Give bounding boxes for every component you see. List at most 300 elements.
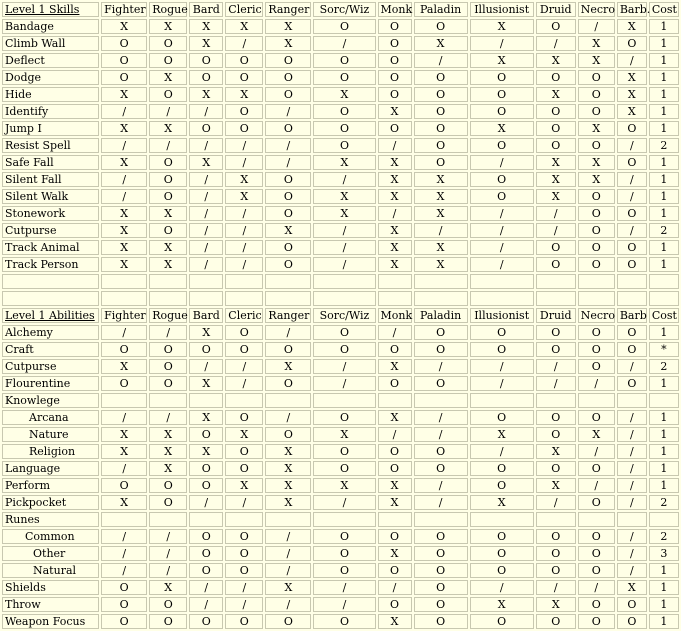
table-cell [225, 512, 263, 527]
table-cell: O [313, 138, 375, 153]
table-cell: 2 [649, 223, 679, 238]
table-cell: X [149, 257, 187, 272]
table-cell: O [578, 104, 615, 119]
empty-cell [313, 291, 375, 306]
table-cell: O [414, 376, 468, 391]
table-cell: / [313, 580, 375, 595]
table-cell: X [265, 580, 311, 595]
table-row [2, 36, 679, 51]
table-cell: X [617, 580, 647, 595]
table-cell: X [536, 155, 576, 170]
table-row [2, 87, 679, 102]
table-cell: O [470, 546, 534, 561]
table-row [2, 155, 679, 170]
table-cell: O [225, 53, 263, 68]
table-cell: / [470, 444, 534, 459]
table-cell: O [414, 121, 468, 136]
table-cell [378, 393, 412, 408]
table-cell: X [617, 104, 647, 119]
table-cell: X [378, 257, 412, 272]
table-cell: / [414, 53, 468, 68]
table-cell: O [578, 70, 615, 85]
table-cell: / [225, 580, 263, 595]
table-cell: O [536, 121, 576, 136]
table-cell: O [414, 580, 468, 595]
table-row [2, 580, 679, 595]
table-cell: O [578, 206, 615, 221]
table-row [2, 342, 679, 357]
table-cell: O [414, 87, 468, 102]
table-cell: O [189, 529, 223, 544]
column-header: Bard [189, 2, 223, 17]
table-cell [189, 512, 223, 527]
table-cell: O [578, 597, 615, 612]
table-cell [536, 393, 576, 408]
table-cell: O [414, 546, 468, 561]
table-cell: / [617, 53, 647, 68]
column-header: Paladin [414, 308, 468, 323]
table-cell: O [101, 70, 147, 85]
table-cell: X [536, 87, 576, 102]
empty-cell [536, 291, 576, 306]
table-cell: O [578, 257, 615, 272]
table-cell: 2 [649, 359, 679, 374]
table-cell: 2 [649, 529, 679, 544]
table-cell: O [617, 614, 647, 629]
table-cell: O [189, 427, 223, 442]
table-cell: O [578, 325, 615, 340]
table-cell: O [149, 172, 187, 187]
row-label: Cutpurse [2, 359, 99, 374]
table-cell: / [617, 427, 647, 442]
table-cell [649, 512, 679, 527]
table-cell: O [149, 478, 187, 493]
table-cell: X [378, 359, 412, 374]
table-cell: X [265, 444, 311, 459]
table-cell: X [414, 240, 468, 255]
table-cell: O [189, 478, 223, 493]
table-cell: 1 [649, 410, 679, 425]
row-label: Safe Fall [2, 155, 99, 170]
table-cell: X [189, 19, 223, 34]
column-header: Monk [378, 2, 412, 17]
table-cell: O [414, 325, 468, 340]
table-cell: / [617, 359, 647, 374]
table-cell: O [470, 104, 534, 119]
table-cell [149, 512, 187, 527]
table-cell: / [378, 325, 412, 340]
empty-cell [265, 291, 311, 306]
column-header: Cleric [225, 2, 263, 17]
column-header: Barb [617, 308, 647, 323]
table-cell: / [189, 257, 223, 272]
table-cell: / [189, 359, 223, 374]
table-cell: O [536, 614, 576, 629]
row-label: Flourentine [2, 376, 99, 391]
table-cell: O [536, 529, 576, 544]
table-row [2, 512, 679, 527]
table-cell: / [225, 223, 263, 238]
table-cell: 1 [649, 36, 679, 51]
table-cell: / [101, 410, 147, 425]
table-cell: / [617, 529, 647, 544]
table-cell: / [470, 155, 534, 170]
section-title: Level 1 Abilities [2, 308, 99, 323]
table-cell: O [414, 155, 468, 170]
table-cell: O [578, 546, 615, 561]
table-cell: / [617, 410, 647, 425]
table-cell: O [313, 342, 375, 357]
table-cell: 1 [649, 614, 679, 629]
table-cell: O [536, 563, 576, 578]
table-row [2, 172, 679, 187]
table-cell: X [578, 36, 615, 51]
table-cell: O [149, 342, 187, 357]
table-cell: O [225, 614, 263, 629]
table-cell: X [149, 427, 187, 442]
table-cell: O [414, 342, 468, 357]
table-cell: O [149, 36, 187, 51]
table-cell: / [101, 563, 147, 578]
row-label: Track Animal [2, 240, 99, 255]
table-cell: / [149, 104, 187, 119]
table-cell: / [225, 359, 263, 374]
table-cell: O [149, 495, 187, 510]
table-cell: / [189, 223, 223, 238]
table-cell: / [578, 376, 615, 391]
empty-cell [470, 291, 534, 306]
row-label: Climb Wall [2, 36, 99, 51]
table-cell: / [189, 138, 223, 153]
table-cell: X [313, 87, 375, 102]
table-cell: X [414, 206, 468, 221]
table-cell: X [470, 597, 534, 612]
table-cell: / [414, 495, 468, 510]
table-cell: O [189, 342, 223, 357]
column-header: Druid [536, 2, 576, 17]
spacer-row [2, 291, 679, 306]
table-cell: O [536, 19, 576, 34]
column-header: Barb. [617, 2, 647, 17]
table-cell: X [101, 19, 147, 34]
table-cell: O [414, 529, 468, 544]
table-cell: O [617, 376, 647, 391]
table-cell: 1 [649, 257, 679, 272]
table-cell: X [189, 410, 223, 425]
row-label: Language [2, 461, 99, 476]
table-row [2, 478, 679, 493]
row-label: Silent Walk [2, 189, 99, 204]
table-cell: X [265, 461, 311, 476]
table-cell [649, 393, 679, 408]
table-cell: O [313, 121, 375, 136]
table-cell: O [265, 376, 311, 391]
table-cell: / [265, 563, 311, 578]
table-cell: / [617, 546, 647, 561]
table-cell: / [101, 138, 147, 153]
table-cell: X [149, 240, 187, 255]
table-cell: O [470, 410, 534, 425]
table-cell: O [101, 478, 147, 493]
row-label: Arcana [2, 410, 99, 425]
table-cell: / [225, 155, 263, 170]
table-cell: O [470, 87, 534, 102]
table-cell: O [149, 223, 187, 238]
table-cell: 1 [649, 461, 679, 476]
empty-cell [225, 274, 263, 289]
table-cell: O [378, 342, 412, 357]
table-cell: O [313, 614, 375, 629]
table-cell: O [149, 189, 187, 204]
table-cell: X [378, 172, 412, 187]
table-row [2, 359, 679, 374]
table-cell [617, 393, 647, 408]
column-header: Fighter [101, 308, 147, 323]
table-cell: X [414, 36, 468, 51]
row-label: Hide [2, 87, 99, 102]
table-cell: X [378, 240, 412, 255]
table-cell: / [470, 223, 534, 238]
table-cell: X [536, 189, 576, 204]
table-cell: / [265, 546, 311, 561]
table-cell: / [101, 104, 147, 119]
table-cell: 2 [649, 495, 679, 510]
table-cell: O [149, 614, 187, 629]
table-cell [225, 393, 263, 408]
table-cell: X [313, 206, 375, 221]
table-cell: / [101, 529, 147, 544]
table-cell: O [578, 359, 615, 374]
table-cell: X [313, 155, 375, 170]
table-cell: / [225, 257, 263, 272]
column-header: Illusionist [470, 308, 534, 323]
row-label: Bandage [2, 19, 99, 34]
table-cell: O [470, 342, 534, 357]
empty-cell [265, 274, 311, 289]
table-cell: / [378, 138, 412, 153]
table-cell: O [578, 529, 615, 544]
column-header: Fighter [101, 2, 147, 17]
table-cell: O [225, 461, 263, 476]
table-cell: 1 [649, 427, 679, 442]
table-cell: O [149, 359, 187, 374]
row-label: Silent Fall [2, 172, 99, 187]
column-header: Necro [578, 2, 615, 17]
table-cell [265, 393, 311, 408]
table-cell: X [470, 495, 534, 510]
empty-cell [189, 291, 223, 306]
row-label: Pickpocket [2, 495, 99, 510]
table-cell: X [189, 155, 223, 170]
table-cell [617, 512, 647, 527]
table-cell: 1 [649, 240, 679, 255]
table-cell [536, 512, 576, 527]
row-label: Dodge [2, 70, 99, 85]
table-cell: X [225, 172, 263, 187]
table-cell: O [225, 546, 263, 561]
row-label: Knowlege [2, 393, 99, 408]
table-row [2, 393, 679, 408]
table-cell: X [265, 478, 311, 493]
table-cell [265, 512, 311, 527]
table-row [2, 138, 679, 153]
table-cell: X [470, 19, 534, 34]
table-cell: O [378, 529, 412, 544]
table-cell: 1 [649, 155, 679, 170]
table-cell: O [378, 121, 412, 136]
table-cell: 1 [649, 206, 679, 221]
table-body [2, 2, 679, 629]
table-cell: X [101, 359, 147, 374]
table-cell: / [470, 240, 534, 255]
column-header: Cost [649, 308, 679, 323]
table-cell: O [617, 597, 647, 612]
section-title: Level 1 Skills [2, 2, 99, 17]
table-cell: / [101, 325, 147, 340]
table-row [2, 614, 679, 629]
table-cell: O [414, 563, 468, 578]
table-cell: X [617, 87, 647, 102]
table-cell: / [414, 427, 468, 442]
table-cell: X [536, 172, 576, 187]
column-header: Ranger [265, 308, 311, 323]
empty-cell [149, 291, 187, 306]
table-cell: X [189, 87, 223, 102]
column-header: Cost [649, 2, 679, 17]
table-cell: O [378, 87, 412, 102]
row-label: Deflect [2, 53, 99, 68]
table-cell: / [101, 546, 147, 561]
table-row [2, 597, 679, 612]
table-cell: O [313, 410, 375, 425]
table-cell: O [578, 563, 615, 578]
empty-cell [617, 274, 647, 289]
table-cell: O [617, 206, 647, 221]
table-cell: / [189, 580, 223, 595]
column-header: Rogue [149, 308, 187, 323]
table-cell: X [101, 121, 147, 136]
table-cell: X [378, 223, 412, 238]
table-cell: X [225, 189, 263, 204]
table-cell: / [470, 206, 534, 221]
table-cell: O [265, 172, 311, 187]
table-cell: / [414, 478, 468, 493]
row-label: Weapon Focus [2, 614, 99, 629]
table-cell: X [578, 121, 615, 136]
table-cell: X [225, 478, 263, 493]
row-label: Perform [2, 478, 99, 493]
table-cell: O [578, 461, 615, 476]
table-cell: X [378, 614, 412, 629]
table-cell: / [189, 189, 223, 204]
table-cell: O [265, 342, 311, 357]
table-cell: O [470, 614, 534, 629]
table-cell: X [265, 36, 311, 51]
table-cell: / [189, 172, 223, 187]
table-cell: O [313, 104, 375, 119]
table-cell: X [470, 427, 534, 442]
table-cell: / [414, 359, 468, 374]
table-cell: X [149, 19, 187, 34]
table-cell: / [378, 580, 412, 595]
table-row [2, 495, 679, 510]
table-cell [414, 393, 468, 408]
table-cell: / [265, 529, 311, 544]
table-cell: X [265, 495, 311, 510]
empty-cell [578, 291, 615, 306]
table-row [2, 104, 679, 119]
table-cell: X [536, 53, 576, 68]
empty-cell [101, 291, 147, 306]
table-cell: O [414, 461, 468, 476]
table-cell: / [617, 189, 647, 204]
table-cell: / [536, 206, 576, 221]
table-cell: / [189, 206, 223, 221]
table-cell: / [313, 36, 375, 51]
table-cell: O [265, 53, 311, 68]
table-cell: O [617, 257, 647, 272]
row-label: Cutpurse [2, 223, 99, 238]
table-cell: O [378, 70, 412, 85]
row-label: Alchemy [2, 325, 99, 340]
empty-cell [225, 291, 263, 306]
table-cell: X [101, 155, 147, 170]
table-cell: X [101, 223, 147, 238]
column-header: Paladin [414, 2, 468, 17]
table-cell: X [578, 172, 615, 187]
table-cell: 1 [649, 597, 679, 612]
table-cell [101, 512, 147, 527]
table-cell: X [313, 427, 375, 442]
table-cell: / [189, 104, 223, 119]
table-cell: O [225, 342, 263, 357]
table-cell: / [265, 325, 311, 340]
table-cell: / [313, 257, 375, 272]
table-cell: / [101, 172, 147, 187]
table-cell: O [617, 121, 647, 136]
table-cell: O [101, 36, 147, 51]
table-cell: X [101, 240, 147, 255]
table-row [2, 121, 679, 136]
table-cell: 1 [649, 376, 679, 391]
table-cell: / [225, 206, 263, 221]
table-cell: O [536, 461, 576, 476]
table-cell: O [225, 104, 263, 119]
table-cell: X [265, 19, 311, 34]
table-cell: O [617, 342, 647, 357]
table-cell: X [101, 444, 147, 459]
table-cell: O [578, 138, 615, 153]
table-cell: X [189, 376, 223, 391]
table-cell: O [189, 563, 223, 578]
table-cell: O [313, 70, 375, 85]
column-header: Sorc/Wiz [313, 308, 375, 323]
empty-cell [649, 291, 679, 306]
table-cell: 1 [649, 53, 679, 68]
table-cell: / [313, 495, 375, 510]
table-cell: O [578, 223, 615, 238]
table-cell: O [189, 614, 223, 629]
table-cell: X [101, 257, 147, 272]
table-cell: O [536, 546, 576, 561]
table-cell: / [536, 495, 576, 510]
table-cell: X [536, 478, 576, 493]
table-cell: X [578, 427, 615, 442]
table-cell: O [313, 325, 375, 340]
table-cell: 1 [649, 104, 679, 119]
table-row [2, 563, 679, 578]
table-cell: O [101, 53, 147, 68]
